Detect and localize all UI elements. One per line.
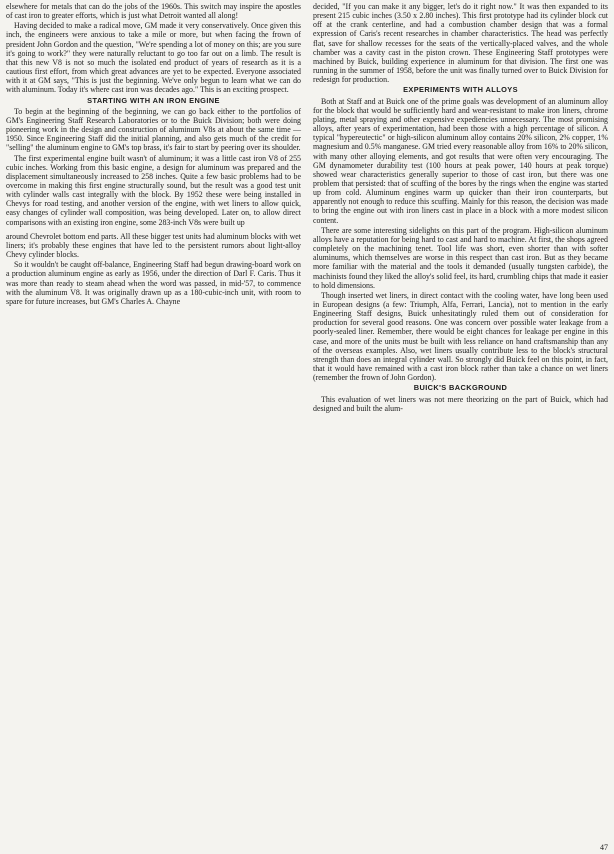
right-column [313, 2, 608, 414]
paragraph: decided, "If you can make it any bigger, let's do it right now." It was then expanded to its present 215 cubic inches (3.50 x 2.80 inches). This first prototype had its cylinder block cut off at the crank centerline, and had a combustion chamber design that was a formal expression of Caris's recent researches in chamber characteristics. The head was perfectly flat, save for shallow recesses for the seats of the vertically-placed valves, and the whole chamber was a cavity cast in the piston crown. These Engineering Staff prototypes were machined by Buick, building experience in aluminum for that division. The first one was running in the summer of 1958, before the unit was finally turned over to Buick Division for redesign for production. [313, 2, 608, 85]
paragraph: So it wouldn't be caught off-balance, Engineering Staff had begun drawing-board work on a production aluminum engine as early as 1956, under the direction of Darl F. Caris. Thus it was more than ready to steam ahead when the word was passed, in mid-'57, to commence with the aluminum V8. It was originally drawn up as a 180-cubic-inch unit, with room to spare for future increases, but GM's Charles A. Chayne [6, 260, 301, 306]
page-number: 47 [600, 843, 608, 852]
paragraph: To begin at the beginning of the beginning, we can go back either to the portfolios of GM's Engineering Staff Research Laboratories or to the Buick Division; both were doing pioneering work in the design and construction of aluminum V8s at about the same time — 1950. Since Engineering Staff did the initial planning, and also gets much of the credit for "selling" the aluminum engine to GM's top brass, it's fair to start by peering over its shoulder. [6, 106, 301, 153]
left-column [6, 2, 301, 307]
paragraph: elsewhere for metals that can do the jobs of the 1960s. This switch may inspire the apostles of cast iron to greater efforts, which is just what Detroit wanted all along! [6, 2, 301, 21]
paragraph: This evaluation of wet liners was not mere theorizing on the part of Buick, which had designed and built the alum- [313, 394, 608, 413]
section-heading: STARTING WITH AN IRON ENGINE [87, 95, 220, 105]
paragraph: around Chevrolet bottom end parts. All these bigger test units had aluminum blocks with wet liners; it's probably these engines that have led to the persistent rumors about light-alloy Chevy cylinder blocks. [6, 231, 301, 260]
paragraph: Both at Staff and at Buick one of the prime goals was development of an aluminum alloy for the block that would be sufficiently hard and wear-resistant to make iron liners, chrome plating, metal spraying and other expensive expediencies unnecessary. The most promising alloys, after years of experimentation, had been those with a high percentage of silicon. A typical "hypereutectic" or high-silicon aluminum alloy contains 20% silicon, 2% copper, 1% magnesium and 0.5% manganese. GM tried every reasonable alloy from 16% to 20% silicon, with many other alloying elements, and got results that were often very encouraging. The GM dynamometer durability test (100 hours at peak power, 140 hours at peak torque) showed wear characteristics generally superior to those of cast iron, but there was one problem that persisted: that of scuffing of the bores by the rings when the engine was started up from cold. Aluminum engines warm up quicker than their iron counterparts, but apparently not enough to reduce this scuffing. Mainly for this reason, the decision was made to bring the engine out with iron liners cast in place in a block with a more modest silicon content. [313, 96, 608, 225]
section-heading: EXPERIMENTS WITH ALLOYS [403, 85, 518, 95]
paragraph: Though inserted wet liners, in direct contact with the cooling water, have long been used in European designs (a few: Triumph, Alfa, Ferrari, Lancia), not to mention in the early Engineering Staff designs, Buick unhesitatingly ruled them out of consideration for production for several good reasons. One was concern over possible water leakage from a poorly-sealed liner. Remember, there would be eight chances for leakage per engine in this case, and more of the units must be built with less reliance on hand craftsmanship than any of the overseas examples. Also, wet liners usually contribute less to the block's structural strength than does an integral cylinder wall. So strongly did Buick feel on this point, in fact, that it would have remained with a cast iron block rather than take a chance on wet liners (remember the frown of John Gordon). [313, 290, 608, 383]
section-heading: BUICK'S BACKGROUND [413, 383, 508, 393]
paragraph: The first experimental engine built wasn't of aluminum; it was a little cast iron V8 of 255 cubic inches. Working from this basic engine, a design for aluminum was prepared and the displacement simultaneously increased to 258 inches. Quite a few basic problems had to be overcome in making this first engine structurally sound, but the result was a good test unit with cylinder walls cast integrally with the block. By 1952 these were being installed in Chevys for road testing, and another version of the engine, with wet liners to allow quick, easy changes of cylinder wall composition, was being developed. Later on, to allow direct comparisons with an existing iron engine, some 283-inch V8s were built up [6, 153, 301, 227]
paragraph: Having decided to make a radical move, GM made it very conservatively. Once given this inch, the engineers were anxious to take a mile or more, but when facing the frown of president John Gordon and the question, "We're spending a lot of money on this; are you sure it's going to work?" they were naturally reluctant to go too far out on a limb. The result is that this new V8 is not so much the isolated end product of years of research as it is a cautious first effort, from which great advances are yet to be expected. Everyone associated with it at GM says, "This is just the beginning. We've only begun to learn what we can do with aluminum. Today it's where cast iron was decades ago." This is an exciting prospect. [6, 21, 301, 95]
paragraph: There are some interesting sidelights on this part of the program. High-silicon aluminum alloys have a reputation for being hard to cast and hard to machine. At first, the shops agreed completely on the machining tenet. Tool life was short, even shorter than with softer aluminums, which themselves are worse in this respect than cast iron. But as they became more familiar with the material and the tools it demanded (usually tungsten carbide), the machinists found they liked the alloy's solid feel, its hard, crumbling chips that made it easier to hold dimensions. [313, 225, 608, 290]
